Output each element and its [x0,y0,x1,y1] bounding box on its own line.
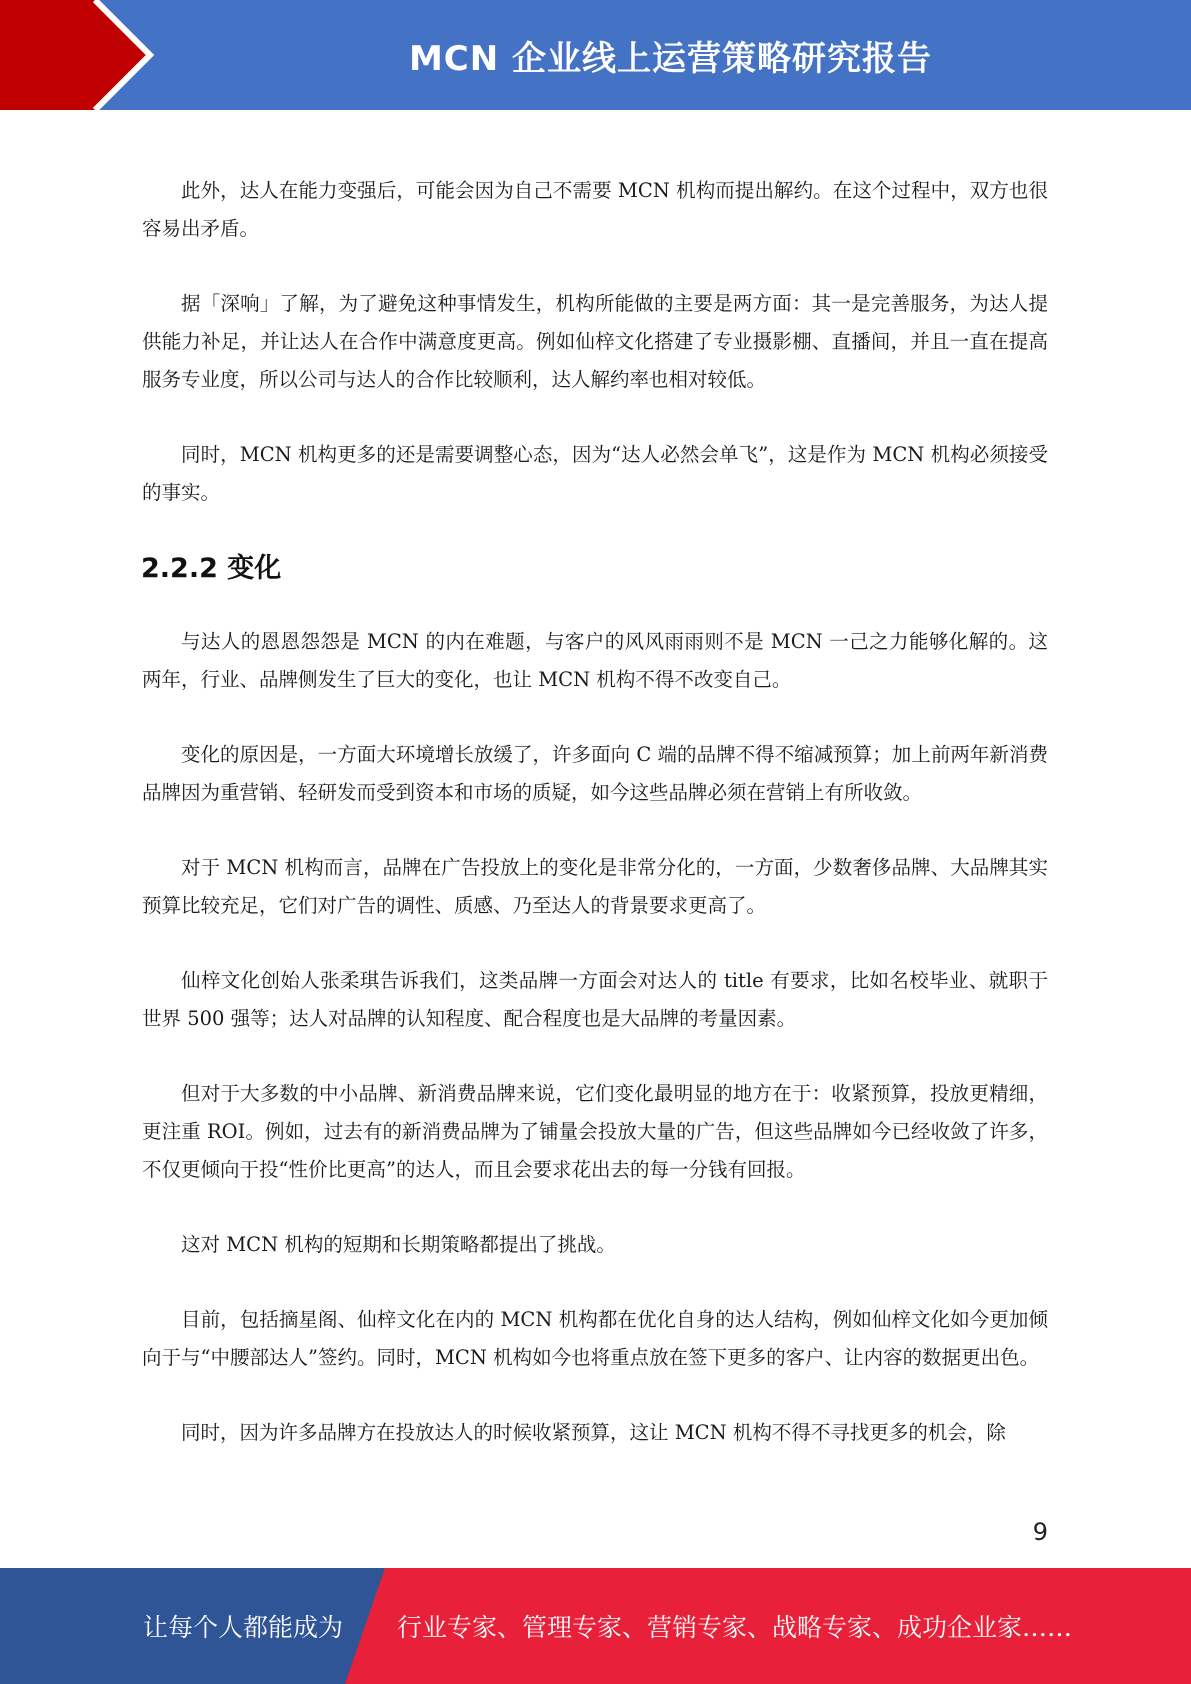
paragraph: 这对 MCN 机构的短期和长期策略都提出了挑战。 [181,1233,616,1256]
document-title: MCN 企业线上运营策略研究报告 [408,38,933,79]
footer-slogan-left: 让每个人都能成为 [143,1613,344,1642]
paragraph: 与达人的恩恩怨怨是 MCN 的内在难题，与客户的风风雨雨则不是 MCN 一己之力能够化解的。这两年，行业、品牌侧发生了巨大的变化，也让 MCN 机构不得不改变自己。 [142,630,1048,691]
paragraph: 对于 MCN 机构而言，品牌在广告投放上的变化是非常分化的，一方面，少数奢侈品牌、大品牌其实预算比较充足，它们对广告的调性、质感、乃至达人的背景要求更高了。 [142,856,1048,917]
document-body [142,172,1048,1489]
section-heading: 2.2.2 变化 [141,553,282,584]
paragraph: 据「深响」了解，为了避免这种事情发生，机构所能做的主要是两方面：其一是完善服务，为达人提供能力补足，并让达人在合作中满意度更高。例如仙梓文化搭建了专业摄影棚、直播间，并且一直在提高服务专业度，所以公司与达人的合作比较顺利，达人解约率也相对较低。 [142,292,1048,391]
page-number: 9 [1032,1518,1048,1546]
paragraph: 此外，达人在能力变强后，可能会因为自己不需要 MCN 机构而提出解约。在这个过程中，双方也很容易出矛盾。 [142,179,1048,240]
paragraph: 变化的原因是，一方面大环境增长放缓了，许多面向 C 端的品牌不得不缩减预算；加上前两年新消费品牌因为重营销、轻研发而受到资本和市场的质疑，如今这些品牌必须在营销上有所收敛。 [142,743,1048,804]
footer-slogan-right: 行业专家、管理专家、营销专家、战略专家、成功企业家…… [397,1613,1073,1642]
paragraph: 仙梓文化创始人张柔琪告诉我们，这类品牌一方面会对达人的 title 有要求，比如名校毕业、就职于世界 500 强等；达人对品牌的认知程度、配合程度也是大品牌的考量因素。 [142,969,1048,1030]
paragraph: 同时，因为许多品牌方在投放达人的时候收紧预算，这让 MCN 机构不得不寻找更多的机会，除 [181,1421,1006,1444]
paragraph: 但对于大多数的中小品牌、新消费品牌来说，它们变化最明显的地方在于：收紧预算，投放更精细，更注重 ROI。例如，过去有的新消费品牌为了铺量会投放大量的广告，但这些品牌如今已经收敛了许多，不仅更倾向于投“性价比更高”的达人，而且会要求花出去的每一分钱有回报。 [142,1082,1048,1181]
paragraph: 目前，包括摘星阁、仙梓文化在内的 MCN 机构都在优化自身的达人结构，例如仙梓文化如今更加倾向于与“中腰部达人”签约。同时，MCN 机构如今也将重点放在签下更多的客户、让内容的数据更出色。 [142,1308,1048,1369]
page-header [0,0,1191,110]
paragraph: 同时，MCN 机构更多的还是需要调整心态，因为“达人必然会单飞”，这是作为 MCN 机构必须接受的事实。 [142,443,1048,504]
page-footer [0,1568,1191,1684]
